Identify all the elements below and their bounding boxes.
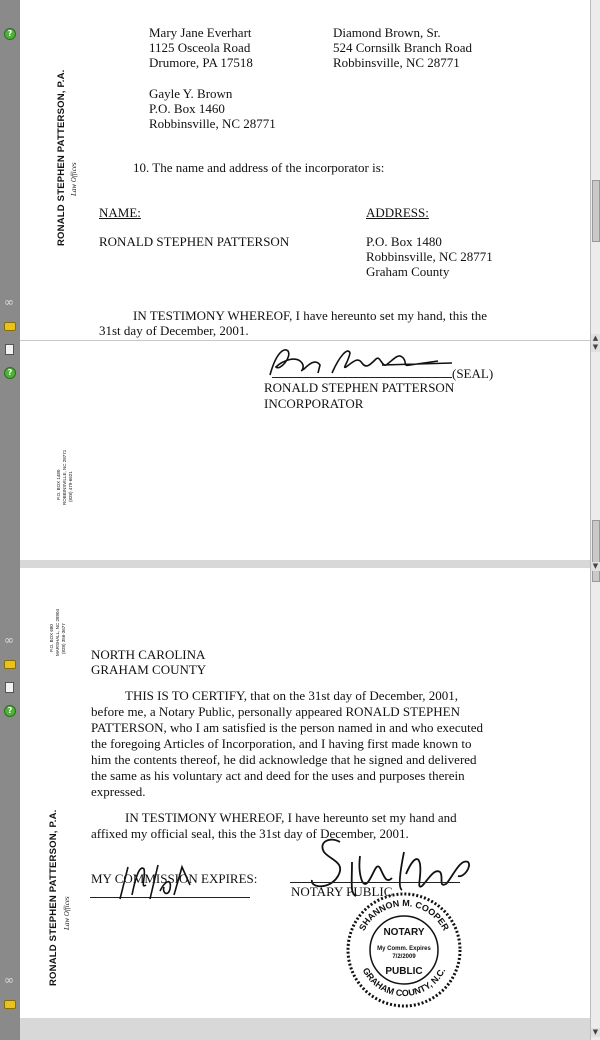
law-offices-label: Law Offices	[63, 896, 71, 930]
navigation-sidebar	[0, 0, 20, 1040]
seal-commission-text: My Comm. Expires	[377, 946, 431, 952]
scrollbar-thumb[interactable]	[592, 180, 600, 242]
incorporator-name: RONALD STEPHEN PATTERSON	[99, 234, 290, 249]
scroll-down-arrow-icon[interactable]: ▼	[592, 343, 599, 351]
commission-date-handwriting	[110, 855, 200, 905]
help-icon[interactable]: ?	[4, 367, 16, 379]
seal-public-text: PUBLIC	[385, 966, 423, 977]
scroll-down-arrow-icon[interactable]: ▼	[592, 562, 599, 570]
page-divider	[20, 340, 590, 341]
seal-name: SHANNON M. COOPER	[357, 897, 451, 933]
seal-commission-date: 7/2/2009	[392, 954, 416, 960]
law-firm-name: RONALD STEPHEN PATTERSON, P.A.	[56, 69, 67, 246]
address-header: ADDRESS:	[366, 205, 429, 220]
testimony-text: 31st day of December, 2001.	[99, 323, 249, 338]
attachment-icon[interactable]: ∞	[4, 295, 14, 309]
help-icon[interactable]: ?	[4, 28, 16, 40]
notary-seal	[344, 890, 464, 1010]
address-name: Mary Jane Everhart	[149, 25, 252, 40]
help-icon[interactable]: ?	[4, 705, 16, 717]
incorporator-address-line: Robbinsville, NC 28771	[366, 249, 493, 264]
certify-text: expressed.	[91, 784, 146, 799]
commission-expires-label: MY COMMISSION EXPIRES:	[91, 871, 258, 886]
seal-label: (SEAL)	[452, 366, 494, 381]
notary-public-label: NOTARY PUBLIC	[291, 884, 393, 899]
law-firm-name: RONALD STEPHEN PATTERSON, P.A.	[48, 809, 59, 986]
signer-title: INCORPORATOR	[264, 396, 364, 411]
address-city: Robbinsville, NC 28771	[149, 116, 276, 131]
law-offices-label: Law Offices	[70, 162, 78, 196]
seal-notary-text: NOTARY	[383, 927, 425, 938]
name-header: NAME:	[99, 205, 141, 220]
incorporator-clause: 10. The name and address of the incorporator is:	[133, 160, 385, 175]
certify-text: the foregoing Articles of Incorporation, and I having first made known to	[91, 736, 472, 751]
testimony-text: IN TESTIMONY WHEREOF, I have hereunto set my hand and	[125, 810, 457, 825]
certify-text: THIS IS TO CERTIFY, that on the 31st day of December, 2001,	[125, 688, 459, 703]
pages-icon[interactable]	[5, 682, 14, 693]
pages-icon[interactable]	[5, 344, 14, 355]
vertical-scrollbar[interactable]	[590, 0, 600, 1040]
scroll-down-arrow-icon[interactable]: ▼	[592, 1028, 599, 1036]
address-name: Diamond Brown, Sr.	[333, 25, 441, 40]
certify-text: him the contents thereof, he did acknowledge that he signed and delivered	[91, 752, 477, 767]
county-label: GRAHAM COUNTY	[91, 662, 207, 677]
scroll-up-arrow-icon[interactable]: ▲	[592, 334, 599, 342]
address-street: P.O. Box 1460	[149, 101, 225, 116]
certify-text: before me, a Notary Public, personally appeared RONALD STEPHEN	[91, 704, 460, 719]
signature-line	[272, 377, 452, 378]
attachment-icon[interactable]: ∞	[4, 633, 14, 647]
certify-text: PATTERSON, who I am satisfied is the person named in and who executed	[91, 720, 483, 735]
address-city: Robbinsville, NC 28771	[333, 55, 460, 70]
attachment-icon[interactable]: ∞	[4, 973, 14, 987]
address-street: 524 Cornsilk Branch Road	[333, 40, 473, 55]
incorporator-address-line: Graham County	[366, 264, 450, 279]
firm-address-line: P.O. BOX 1480	[56, 469, 61, 500]
signer-name: RONALD STEPHEN PATTERSON	[264, 380, 455, 395]
scrollbar-thumb[interactable]	[592, 520, 600, 582]
address-street: 1125 Osceola Road	[149, 40, 251, 55]
notary-signature-line	[290, 882, 460, 883]
address-city: Drumore, PA 17518	[149, 55, 253, 70]
testimony-text: affixed my official seal, this the 31st day of December, 2001.	[91, 826, 409, 841]
comment-icon[interactable]	[4, 1000, 16, 1009]
seal-county: GRAHAM COUNTY, N.C.	[360, 965, 448, 999]
firm-phone-line: (828) 479-6621	[68, 471, 73, 502]
firm-address-line: P.O. BOX 680	[49, 624, 54, 652]
comment-icon[interactable]	[4, 660, 16, 669]
firm-address-line: ROBBINSVILLE, NC 28771	[62, 449, 67, 505]
document-page-1	[20, 0, 590, 560]
certify-text: the same as his voluntary act and deed for the uses and purposes therein	[91, 768, 465, 783]
incorporator-address-line: P.O. Box 1480	[366, 234, 442, 249]
firm-address-line: MARSHALL, NC 28904	[55, 608, 60, 656]
firm-phone-line: (828) 356-3677	[61, 623, 66, 654]
address-name: Gayle Y. Brown	[149, 86, 233, 101]
state-label: NORTH CAROLINA	[91, 647, 206, 662]
comment-icon[interactable]	[4, 322, 16, 331]
testimony-text: IN TESTIMONY WHEREOF, I have hereunto set my hand, this the	[133, 308, 487, 323]
